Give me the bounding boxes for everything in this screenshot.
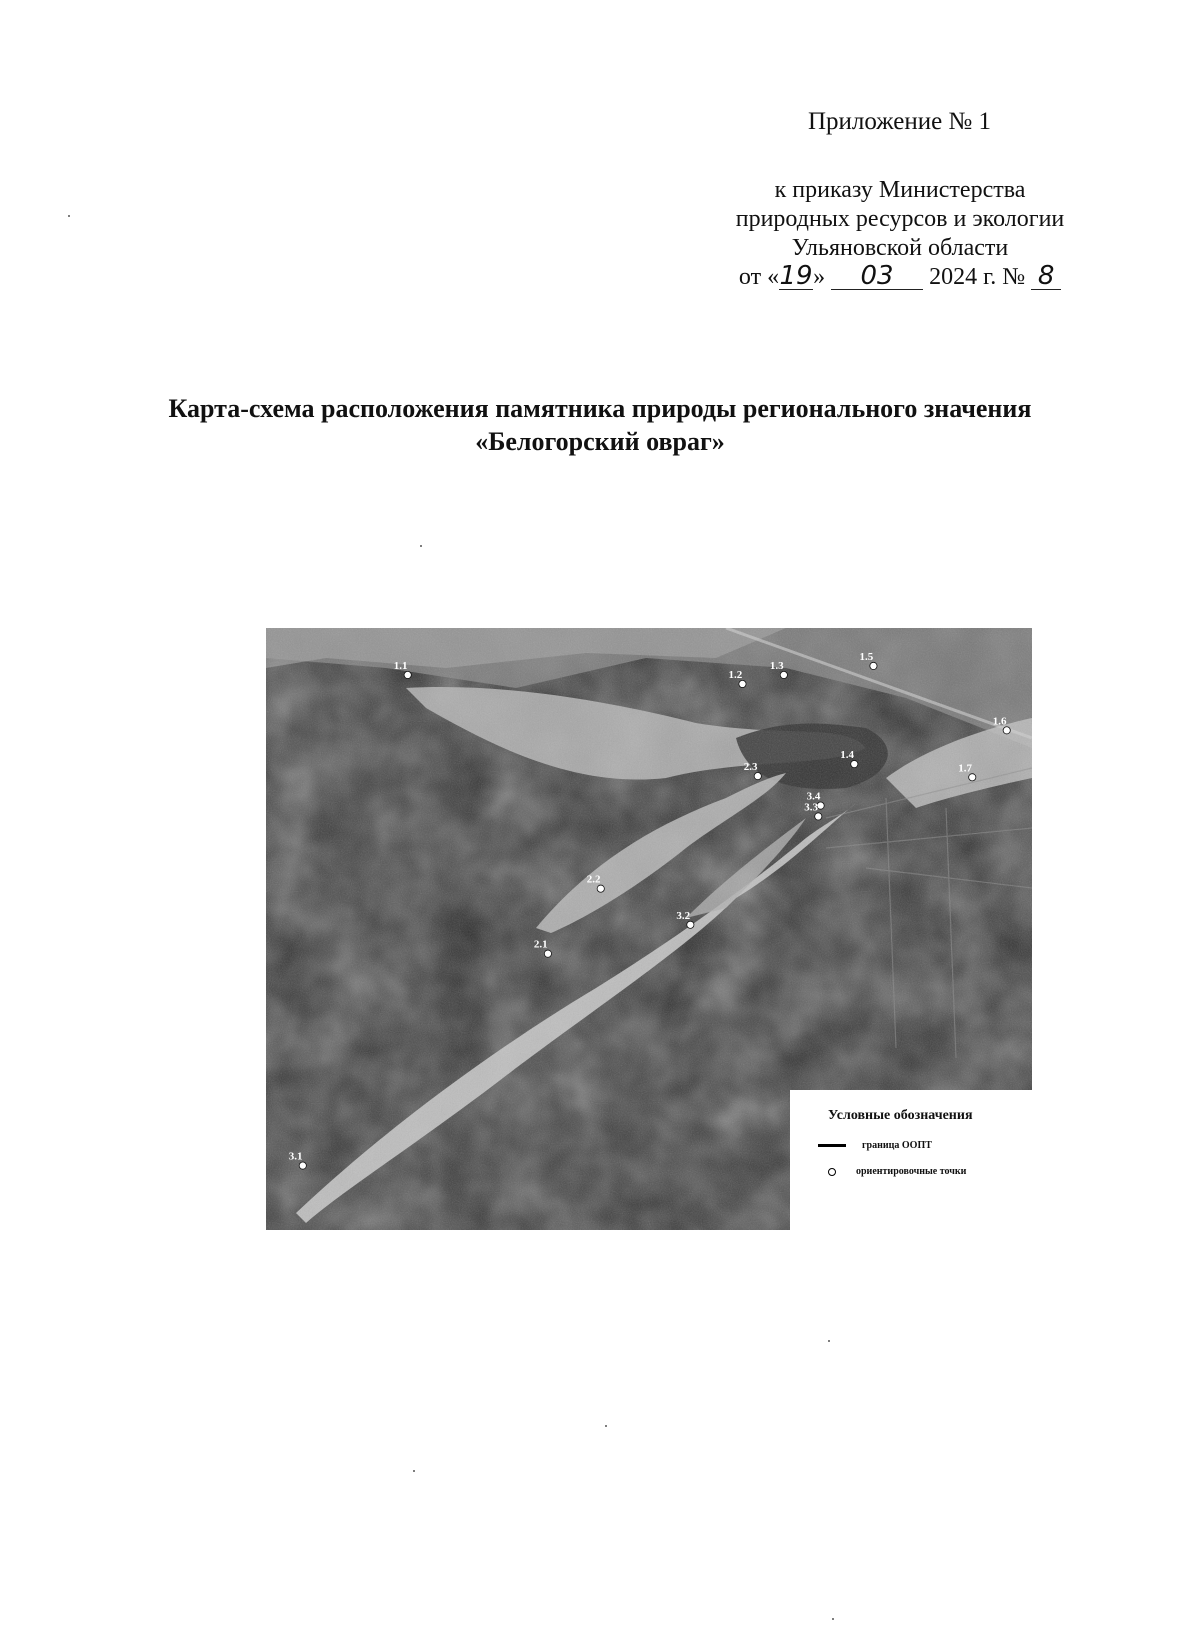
date-prefix: от « bbox=[738, 264, 780, 290]
reference-point-label: 1.5 bbox=[859, 650, 874, 663]
reference-point-marker bbox=[969, 774, 976, 781]
map-legend bbox=[790, 1090, 1040, 1230]
reference-point-label: 1.1 bbox=[393, 659, 408, 672]
legend-item-points bbox=[818, 1166, 966, 1177]
reference-point-marker bbox=[597, 885, 604, 892]
number-sign: № bbox=[1002, 264, 1026, 290]
title-line-1: Карта-схема расположения памятника природы регионального значения bbox=[168, 394, 1032, 423]
scan-speck bbox=[828, 1340, 830, 1342]
reference-point-marker bbox=[687, 921, 694, 928]
handwritten-month: 03 bbox=[831, 263, 923, 290]
date-year: 2024 г. bbox=[929, 264, 997, 290]
handwritten-order-number: 8 bbox=[1031, 263, 1061, 290]
order-reference bbox=[700, 176, 1100, 292]
reference-point-label: 1.4 bbox=[840, 749, 855, 762]
title-line-2: «Белогорский овраг» bbox=[475, 427, 725, 456]
handwritten-day: 19 bbox=[779, 261, 813, 291]
reference-point-marker bbox=[851, 760, 858, 767]
boundary-line-icon bbox=[818, 1144, 846, 1147]
reference-point-marker bbox=[817, 802, 824, 809]
point-circle-icon bbox=[828, 1168, 836, 1176]
reference-point-label: 3.4 bbox=[806, 790, 821, 803]
scan-speck bbox=[605, 1425, 607, 1427]
scan-speck bbox=[420, 545, 422, 547]
reference-point-label: 3.2 bbox=[676, 909, 691, 922]
reference-point-marker bbox=[404, 671, 411, 678]
scan-speck bbox=[832, 1618, 834, 1620]
reference-point-marker bbox=[780, 671, 787, 678]
reference-point-label: 2.2 bbox=[586, 873, 601, 886]
reference-point-label: 2.1 bbox=[533, 938, 548, 951]
legend-title: Условные обозначения bbox=[828, 1108, 973, 1123]
reference-point-label: 3.3 bbox=[804, 801, 819, 814]
reference-point-marker bbox=[815, 813, 822, 820]
legend-label-points: ориентировочные точки bbox=[856, 1166, 967, 1177]
reference-point-label: 1.7 bbox=[958, 762, 973, 775]
reference-point-marker bbox=[544, 950, 551, 957]
appendix-label: Приложение № 1 bbox=[808, 108, 992, 135]
reference-point-marker bbox=[1003, 727, 1010, 734]
reference-point-marker bbox=[299, 1162, 306, 1169]
reference-point-label: 3.1 bbox=[288, 1150, 303, 1163]
reference-point-label: 1.6 bbox=[992, 715, 1007, 728]
reference-point-label: 1.2 bbox=[728, 668, 743, 681]
reference-point-label: 1.3 bbox=[769, 659, 784, 672]
scan-speck bbox=[68, 215, 70, 217]
reference-point-marker bbox=[754, 772, 761, 779]
reference-point-label: 2.3 bbox=[743, 761, 758, 774]
order-line-2: природных ресурсов и экологии bbox=[735, 206, 1065, 232]
order-line-1: к приказу Министерства bbox=[774, 177, 1026, 203]
legend-label-boundary: граница ООПТ bbox=[862, 1140, 932, 1151]
document-title bbox=[0, 392, 1200, 458]
reference-point-marker bbox=[739, 680, 746, 687]
scan-speck bbox=[413, 1470, 415, 1472]
date-mid: » bbox=[813, 264, 826, 290]
order-line-3: Ульяновской области bbox=[791, 235, 1009, 261]
legend-item-boundary bbox=[818, 1140, 932, 1151]
reference-point-marker bbox=[870, 662, 877, 669]
order-date-line bbox=[700, 263, 1100, 292]
